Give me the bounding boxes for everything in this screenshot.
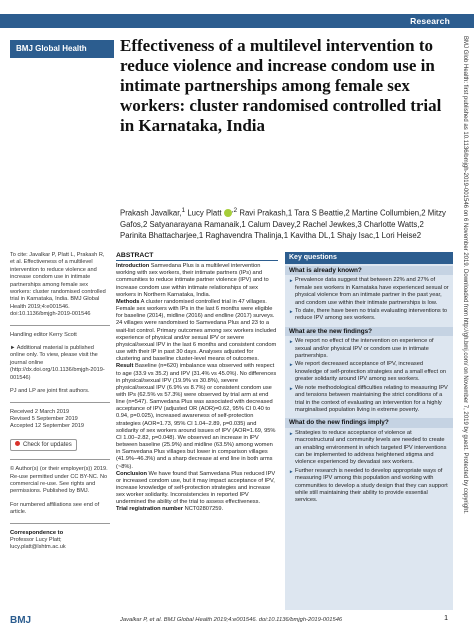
registration-text: NCT02807259.: [183, 506, 224, 513]
page-number: 1: [444, 615, 448, 622]
check-updates-label: Check for updates: [23, 441, 72, 448]
affiliations-note: For numbered affiliations see end of article.: [10, 501, 100, 516]
divider: [10, 523, 110, 524]
received-date: Received 2 March 2019: [10, 408, 70, 415]
author-first: Prakash Javalkar,: [120, 208, 182, 218]
copyright-note: © Author(s) (or their employer(s)) 2019. Re-use permitted under CC BY-NC. No commercial re-use. See rights and permissions. Published by BMJ.: [10, 466, 108, 495]
known-list: [285, 275, 453, 324]
side-note-text: BMJ Glob Health: first published as 10.1136/bmjgh-2019-001546 on 6 November 2019. Downloaded from http://gh.bmj.com/ on November 7, 2019 by guest. Protected by copyright.: [462, 36, 468, 514]
handling-editor: Handling editor Kerry Scott: [10, 331, 77, 338]
list-item: ► We report decreased acceptance of IPV, increased knowledge of self-protection strategies and a small effect on greater solidarity around IPV among sex workers.: [289, 361, 449, 383]
check-updates-button[interactable]: [10, 439, 77, 451]
implications-list: [285, 428, 453, 507]
revised-date: Revised 5 September 2019: [10, 415, 78, 422]
divider: [10, 459, 110, 460]
abstract-intro: [116, 263, 278, 299]
abstract-heading: ABSTRACT: [116, 252, 278, 261]
new-findings-list: [285, 336, 453, 416]
list-item: ► To date, there have been no trials evaluating interventions to reduce IPV among sex workers.: [289, 308, 449, 323]
correspondence-heading: Correspondence to: [10, 529, 64, 536]
new-findings-heading: What are the new findings?: [285, 327, 453, 336]
author-sup: 1: [181, 207, 186, 214]
abstract-methods: [116, 299, 278, 363]
result-text: Baseline (n=620) imbalance was observed with respect to age (33.9 vs 35.2) and IPV (31.4% vs 45.0%). No differences in physical/sexual IPV (19.9% vs 30.8%), severe physical/sexual IPV (6.9% vs 8.7%) or consistent condom use with IPs (62.5% vs 57.3%) were observed by trial arm at end line (n=547). Samvedana Plus was associated with decreased acceptance of IPV (adjusted OR (AOR)=0.62, 95% CI 0.40 to 0.94, p=0.025), increased awareness of self-protection strategies (AOR=1.73, 95% CI 1.04–2.89, p=0.035) and solidarity of sex workers around issues of IPV (AOR=1.69, 95% CI 1.00–2.82, p=0.048). We observed an increase in IPV between baseline (25.9%) and midline (63.5%) among women in Samvedana Plus villages but lower in comparison villages (41.9%–46.3%) and a sharp decrease at end line in both arms (~8%).: [116, 363, 277, 470]
intro-text: Samvedana Plus is a multilevel intervention working with sex workers, their intimate partners (IPs) and communities to reduce intimate partner violence (IPV) and to increase condom use within intimate relationships of sex workers in Northern Karnataka, India.: [116, 263, 269, 298]
cite-block: To cite: Javalkar P, Platt L, Prakash R, et al. Effectiveness of a multilevel intervention to reduce violence and increase condom use in intimate partnerships among female sex workers: cluster randomised controlled trial in Karnataka, India. BMJ Global Health 2019;4:e001546. doi:10.1136/bmjgh-2019-001546: [10, 252, 106, 318]
check-updates-icon: [15, 441, 20, 446]
list-item: ► We note methodological difficulties relating to measuring IPV and tensions between maintaining the strict conditions of a trial in the context of evaluating an intervention for a highly marginalised population living in extreme poverty.: [289, 385, 449, 415]
abstract-result: [116, 363, 278, 470]
key-questions-heading: Key questions: [285, 252, 453, 264]
author-second: Lucy Platt: [185, 208, 224, 218]
methods-text: A cluster randomised controlled trial in 47 villages. Female sex workers with IPs in the last 6 months were eligible for baseline (2014), midline (2016) and endline (2017) surveys. 24 villages were randomised to Samvedana Plus and 23 to a wait-list control. Primary outcomes among sex workers included experience of physical and/or sexual IPV or severe physical/sexual IPV in the last 6 months and consistent condom use with their IP in past 30 days. Analyses adjusted for clustering and baseline cluster-level means of outcomes.: [116, 298, 277, 363]
implications-heading: What do the new findings imply?: [285, 418, 453, 427]
known-heading: What is already known?: [285, 266, 453, 275]
bmj-logo: BMJ: [10, 615, 32, 626]
divider: [10, 325, 110, 326]
methods-label: Methods: [116, 298, 140, 305]
correspondence-name: Professor Lucy Platt;: [10, 536, 62, 543]
list-item: ► We report no effect of the intervention on experience of sexual and/or physical IPV or condom use in intimate partnerships.: [289, 338, 449, 360]
abstract: [116, 252, 278, 514]
list-item: ► Further research is needed to develop appropriate ways of measuring IPV among this population and working with communities to develop a study design that they can support while still maintaining their ability to provide essential services.: [289, 468, 449, 505]
article-sidebar: [10, 252, 110, 552]
section-label: Research: [410, 16, 450, 26]
page-footer: [0, 611, 474, 631]
orcid-icon[interactable]: [224, 209, 232, 217]
correspondence-email[interactable]: lucy.platt@lshtm.ac.uk: [10, 544, 66, 551]
additional-material[interactable]: ► Additional material is published online only. To view, please visit the journal online (http://dx.doi.org/10.1136/bmjgh-2019-001546): [10, 345, 105, 381]
list-item: ► Strategies to reduce acceptance of violence at macrostructural and community levels are needed to create an enabling environment in which targeted IPV interventions can be implemented to address heightened stigma and violence experienced by devadasi sex workers.: [289, 430, 449, 467]
divider: [10, 402, 110, 403]
conclusion-label: Conclusion: [116, 470, 147, 477]
side-download-note: [459, 36, 471, 610]
abstract-conclusion: [116, 471, 278, 507]
list-item: ► Prevalence data suggest that between 22% and 27% of female sex workers in Karnataka have experienced sexual or physical violence from an intimate partner in the past year, and condom use within their intimate partnerships is low.: [289, 277, 449, 307]
author-list: [120, 205, 450, 241]
result-label: Result: [116, 363, 134, 370]
registration-label: Trial registration number: [116, 506, 183, 513]
footer-citation: Javalkar P, et al. BMJ Global Health 2019;4:e001546. doi:10.1136/bmjgh-2019-001546: [120, 617, 343, 623]
author-sup: ,2: [231, 207, 238, 214]
article-title: Effectiveness of a multilevel intervention to reduce violence and increase condom use in intimate partnerships among female sex workers: cluster randomised controlled trial in Karnataka, India: [120, 36, 442, 135]
journal-logo: BMJ Global Health: [10, 40, 114, 58]
accepted-date: Accepted 12 September 2019: [10, 423, 85, 430]
section-band: [0, 14, 474, 28]
intro-label: Introduction: [116, 263, 150, 270]
joint-authors-note: PJ and LP are joint first authors.: [10, 388, 90, 395]
key-questions-box: [285, 252, 453, 610]
top-banner: [0, 0, 474, 34]
conclusion-text: We have found that Samvedana Plus reduced IPV or increased condom use, but it may impact acceptance of IPV, increase knowledge of self-protection strategies and increase sex worker solidarity. Inconsistencies in reported IPV undermined the ability of the trial to assess effectiveness.: [116, 470, 276, 506]
abstract-registration: [116, 506, 278, 513]
author-rest: Ravi Prakash,1 Tara S Beattie,2 Martine Collumbien,2 Mitzy Gafos,2 Satyanarayana Ramanaik,1 Calum Davey,2 Rachel Jewkes,3 Charlotte Watts,2 Parinita Bhattacharjee,1 Raghavendra Thalinja,1 Kavitha DL,1 Shajy Isac,1 Lori Heise2: [120, 208, 446, 240]
